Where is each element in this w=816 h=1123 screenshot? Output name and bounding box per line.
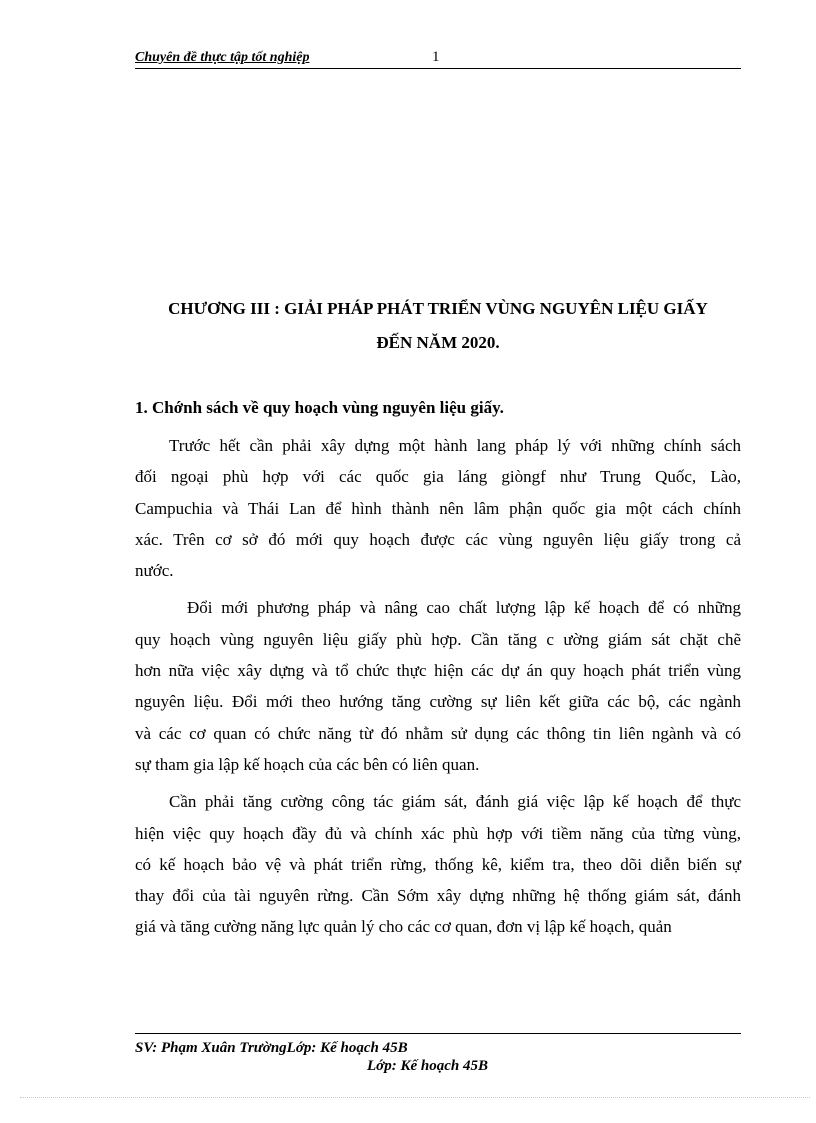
paragraph-3 xyxy=(135,786,741,942)
footer-student: SV: Phạm Xuân TrườngLớp: Kế hoạch 45B xyxy=(135,1040,408,1056)
paragraph-2 xyxy=(135,592,741,780)
page-number: 1 xyxy=(432,49,440,65)
paragraph-line: nguyên liệu. Đổi mới theo hướng tăng cường sự liên kết giữa các bộ, các ngành xyxy=(135,692,741,712)
header-title: Chuyên đề thực tập tốt nghiệp xyxy=(135,50,310,65)
paragraph-line: thay đổi của tài nguyên rừng. Cần Sớm xây dựng những hệ thống giám sát, đánh xyxy=(135,886,741,906)
paragraph-line: hơn nữa việc xây dựng và tổ chức thực hiện các dự án quy hoạch phát triển vùng xyxy=(135,661,741,681)
paragraph-1 xyxy=(135,430,741,586)
paragraph-line: hiện việc quy hoạch đầy đủ và chính xác phù hợp với tiềm năng của từng vùng, xyxy=(135,823,741,843)
chapter-title-line-1: CHƯƠNG III : GIẢI PHÁP PHÁT TRIỂN VÙNG NGUYÊN LIỆU GIẤY xyxy=(168,299,708,318)
page-bottom-divider xyxy=(20,1097,810,1098)
paragraph-line: và các cơ quan có chức năng từ đó nhằm sử dụng các thông tin liên ngành và có xyxy=(135,723,741,743)
paragraph-line: Campuchia và Thái Lan để hình thành nên lâm phận quốc gia một cách chính xyxy=(135,498,741,518)
paragraph-line: sự tham gia lập kế hoạch của các bên có liên quan. xyxy=(135,754,480,774)
paragraph-line: Đổi mới phương pháp và nâng cao chất lượng lập kế hoạch để có những xyxy=(187,598,741,618)
page-header xyxy=(135,46,741,69)
chapter-title-line-2: ĐẾN NĂM 2020. xyxy=(376,333,500,352)
page-footer xyxy=(135,1033,741,1074)
body-text xyxy=(135,430,741,949)
section-heading: 1. Chớnh sách về quy hoạch vùng nguyên liệu giấy. xyxy=(135,398,504,417)
paragraph-line: đối ngoại phù hợp với các quốc gia láng giòngf như Trung Quốc, Lào, xyxy=(135,467,741,487)
paragraph-line: Cần phải tăng cường công tác giám sát, đánh giá việc lập kế hoạch để thực xyxy=(169,792,741,812)
paragraph-line: quy hoạch vùng nguyên liệu giấy phù hợp. Cần tăng c ường giám sát chặt chẽ xyxy=(135,629,741,649)
paragraph-line: có kế hoạch bảo vệ và phát triển rừng, thống kê, kiểm tra, theo dõi diễn biến sự xyxy=(135,854,741,874)
paragraph-line: xác. Trên cơ sở đó mới quy hoạch được các vùng nguyên liệu giấy trong cả xyxy=(135,529,741,549)
paragraph-line: Trước hết cần phải xây dựng một hành lang pháp lý với những chính sách xyxy=(169,436,741,455)
paragraph-line: nước. xyxy=(135,561,174,581)
chapter-title xyxy=(135,292,741,360)
footer-class: Lớp: Kế hoạch 45B xyxy=(367,1058,488,1074)
paragraph-line: giá và tăng cường năng lực quản lý cho các cơ quan, đơn vị lập kế hoạch, quản xyxy=(135,917,672,937)
